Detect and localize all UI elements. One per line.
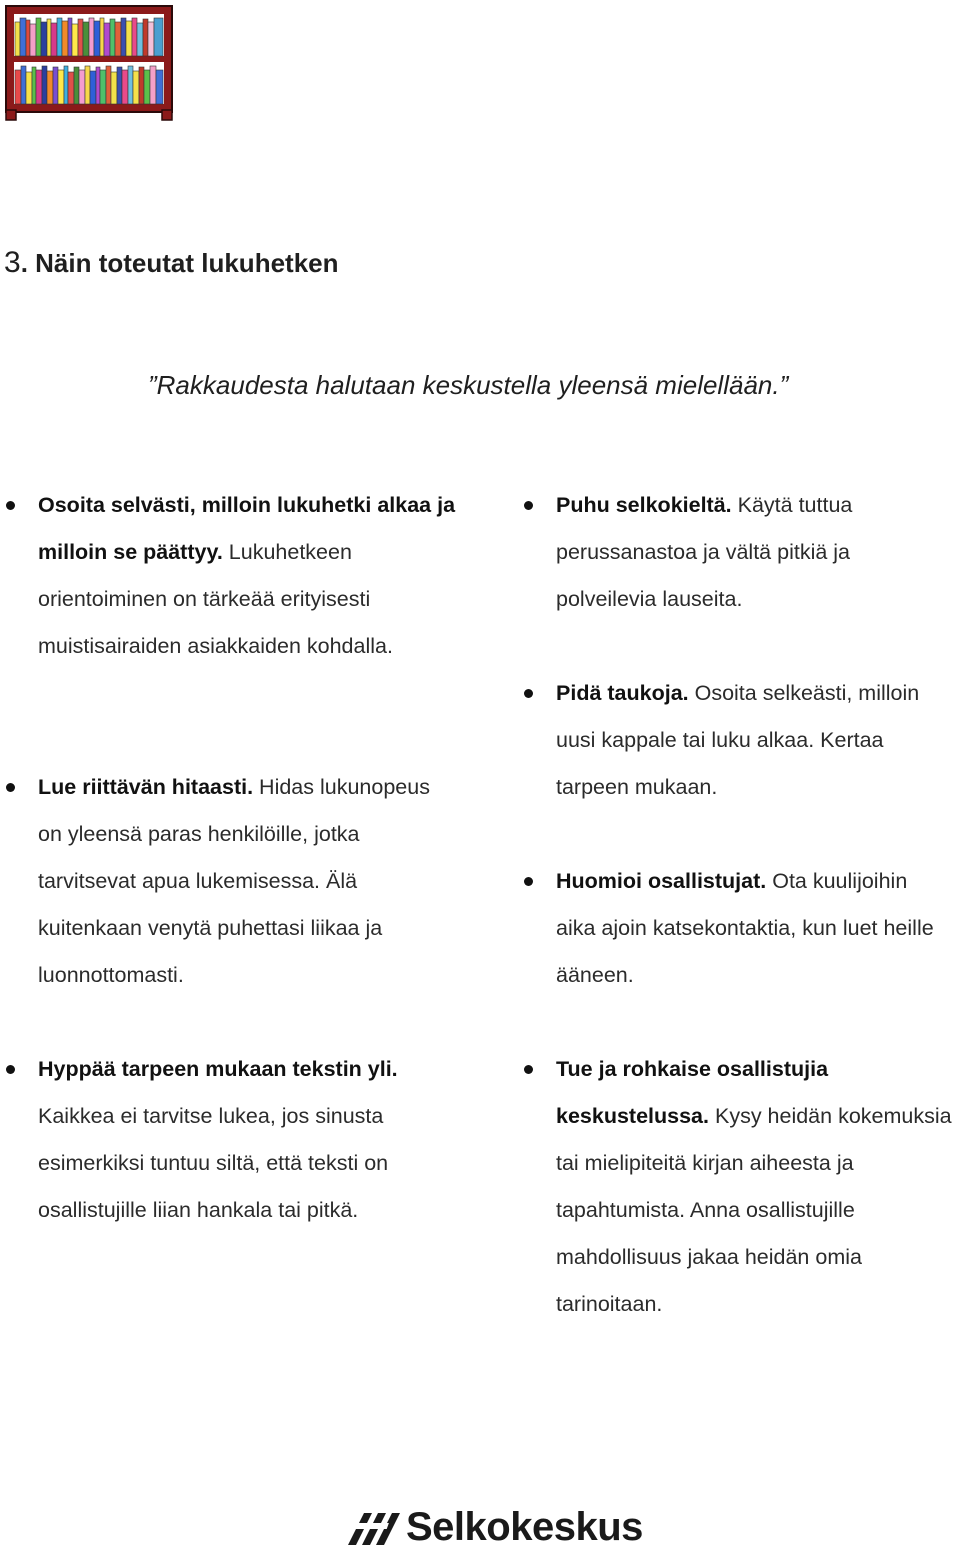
item-text: Ota kuulijoihin aika ajoin katsekontaktia, kun luet heille ääneen. [556, 869, 934, 987]
selkokeskus-mark-icon [342, 1509, 402, 1549]
bullet-icon [524, 858, 534, 905]
item-lead: Osoita selvästi, milloin lukuhetki alkaa ja milloin se päättyy. [38, 493, 456, 564]
item-text: Kaikkea ei tarvitse lukea, jos sinusta esimerkiksi tuntuu siltä, että teksti on osallistujille liian hankala tai pitkä. [38, 1104, 389, 1222]
item-lead: Pidä taukoja. [556, 681, 689, 705]
bullet-icon [6, 482, 16, 529]
selkokeskus-logo [342, 1505, 672, 1555]
list-item [556, 858, 941, 999]
item-lead: Lue riittävän hitaasti. [38, 775, 254, 799]
list-item [38, 764, 448, 999]
item-lead: Tue ja rohkaise osallistujia keskustelussa. [556, 1057, 829, 1128]
logo-text: Selkokeskus [406, 1505, 643, 1549]
bullet-icon [6, 1046, 16, 1093]
list-item [556, 482, 896, 623]
item-lead: Hyppää tarpeen mukaan tekstin yli. [38, 1057, 398, 1081]
intro-quote: ”Rakkaudesta halutaan keskustella yleensä mielellään.” [148, 370, 789, 400]
item-lead: Huomioi osallistujat. [556, 869, 767, 893]
item-text: Lukuhetkeen orientoiminen on tärkeää erityisesti muistisairaiden asiakkaiden kohdalla. [38, 540, 393, 658]
bookshelf-illustration [4, 4, 174, 122]
list-item [38, 1046, 458, 1234]
list-item [38, 482, 468, 670]
section-heading [4, 246, 339, 280]
bullet-icon [524, 482, 534, 529]
item-lead: Puhu selkokieltä. [556, 493, 732, 517]
bullet-icon [524, 1046, 534, 1093]
bullet-icon [524, 670, 534, 717]
item-text: Kysy heidän kokemuksia tai mielipiteitä kirjan aiheesta ja tapahtumista. Anna osallistujille mahdollisuus jakaa heidän omia tarinoitaan. [556, 1104, 952, 1316]
item-text: Hidas lukunopeus on yleensä paras henkilöille, jotka tarvitsevat apua lukemisessa. Älä kuitenkaan venytä puhettasi liikaa ja luonnottomasti. [38, 775, 430, 987]
list-item [556, 1046, 960, 1328]
bullet-icon [6, 764, 16, 811]
item-text: Käytä tuttua perussanastoa ja vältä pitkiä ja polveilevia lauseita. [556, 493, 853, 611]
section-title: . Näin toteutat lukuhetken [20, 248, 339, 278]
section-number: 3 [4, 246, 21, 279]
item-text: Osoita selkeästi, milloin uusi kappale tai luku alkaa. Kertaa tarpeen mukaan. [556, 681, 920, 799]
list-item [556, 670, 951, 811]
